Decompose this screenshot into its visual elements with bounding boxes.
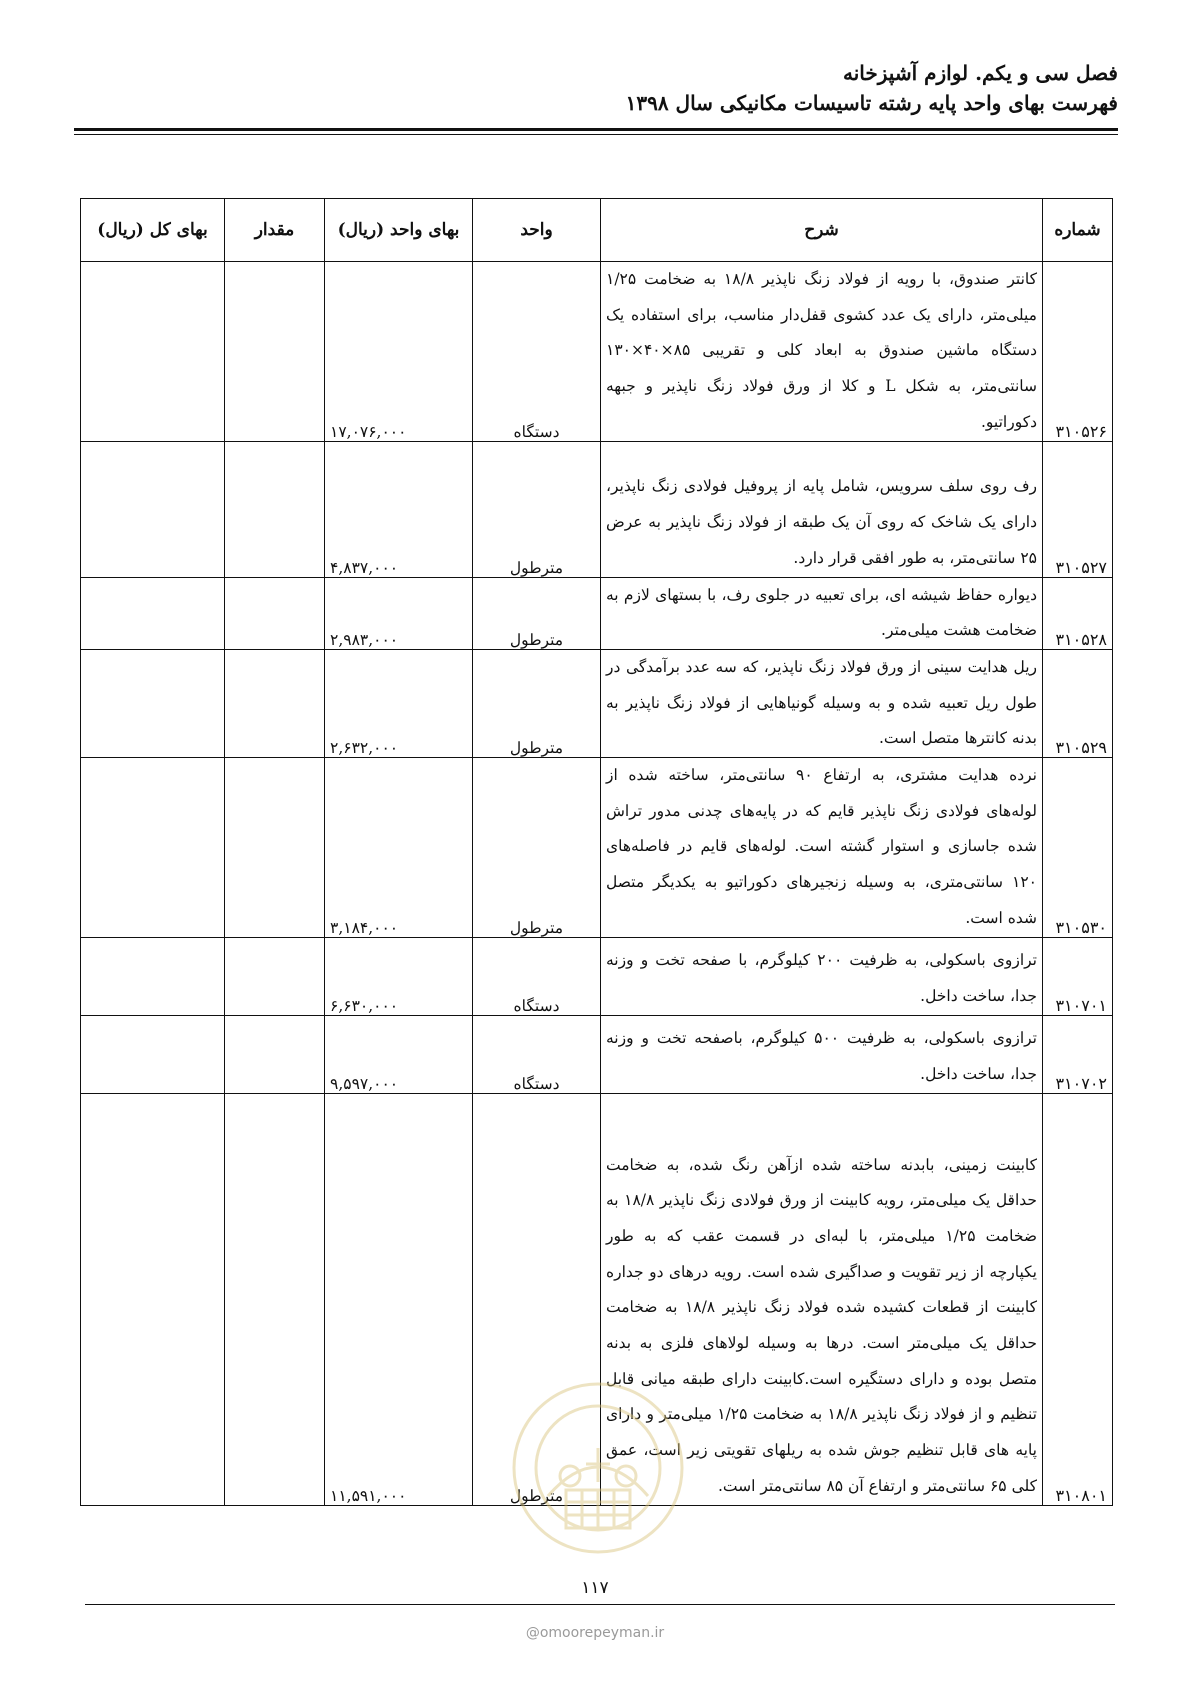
item-total <box>81 262 225 442</box>
item-description: کابینت زمینی، بابدنه ساخته شده ازآهن رنگ شده، به ضخامت حداقل یک میلی‌متر، رویه کابینت از ورق فولادی زنگ ناپذیر ۱۸/۸ به ضخامت ۱/۲۵ میلی‌متر، با لبه‌ای در قسمت عقب که به طور یکپارچه از زیر تقویت و صداگیری شده است. رویه درهای دو جداره کابینت از قطعات کشیده شده فولاد زنگ ناپذیر ۱۸/۸ به ضخامت حداقل یک میلی‌متر است. درها به وسیله لولاهای فلزی به بدنه متصل بوده و دارای دستگیره است.کابینت دارای طبقه میانی قابل تنظیم و از فولاد زنگ ناپذیر ۱۸/۸ به ضخامت ۱/۲۵ میلی‌متر و دارای پایه های قابل تنظیم جوش شده به ریلهای تقویتی زیر است، عمق کلی ۶۵ سانتی‌متر و ارتفاع آن ۸۵ سانتی‌متر است. <box>601 1093 1043 1505</box>
table-row <box>81 1015 1113 1093</box>
header-rule-thin <box>74 134 1118 135</box>
item-total <box>81 577 225 649</box>
col-header-qty: مقدار <box>225 199 325 262</box>
item-total <box>81 758 225 938</box>
item-unit: دستگاه <box>473 937 601 1015</box>
col-header-code: شماره <box>1043 199 1113 262</box>
item-code: ۳۱۰۵۲۷ <box>1043 441 1113 577</box>
item-unit-price: ۶,۶۳۰,۰۰۰ <box>325 937 473 1015</box>
item-description: دیواره حفاظ شیشه ای، برای تعبیه در جلوی رف، با بستهای لازم به ضخامت هشت میلی‌متر. <box>601 577 1043 649</box>
item-code: ۳۱۰۵۲۸ <box>1043 577 1113 649</box>
item-description: نرده هدایت مشتری، به ارتفاع ۹۰ سانتی‌متر، ساخته شده از لوله‌های فولادی زنگ ناپذیر قایم که در پایه‌های چدنی مدور تراش شده جاسازی و استوار گشته است. لوله‌های قایم در فاصله‌های ۱۲۰ سانتی‌متری، به وسیله زنجیرهای دکوراتیو به یکدیگر متصل شده است. <box>601 758 1043 938</box>
col-header-desc: شرح <box>601 199 1043 262</box>
table-row <box>81 441 1113 577</box>
item-total <box>81 1093 225 1505</box>
item-qty <box>225 1093 325 1505</box>
document-subtitle: فهرست بهای واحد پایه رشته تاسیسات مکانیکی سال ۱۳۹۸ <box>625 91 1118 115</box>
item-qty <box>225 649 325 757</box>
item-unit-price: ۲,۶۳۲,۰۰۰ <box>325 649 473 757</box>
item-unit: مترطول <box>473 577 601 649</box>
item-description: ترازوی باسکولی، به ظرفیت ۲۰۰ کیلوگرم، با صفحه تخت و وزنه جدا، ساخت داخل. <box>601 937 1043 1015</box>
item-unit-price: ۳,۱۸۴,۰۰۰ <box>325 758 473 938</box>
item-description: کانتر صندوق، با رویه از فولاد زنگ ناپذیر ۱۸/۸ به ضخامت ۱/۲۵ میلی‌متر، دارای یک عدد کشوی قفل‌دار مناسب، برای استفاده یک دستگاه ماشین صندوق به ابعاد کلی و تقریبی ۸۵×۴۰×۱۳۰ سانتی‌متر، به شکل L و کلا از ورق فولاد زنگ ناپذیر و جبهه دکوراتیو. <box>601 262 1043 442</box>
table-row <box>81 649 1113 757</box>
table-row <box>81 758 1113 938</box>
item-unit-price: ۹,۵۹۷,۰۰۰ <box>325 1015 473 1093</box>
item-code: ۳۱۰۷۰۲ <box>1043 1015 1113 1093</box>
item-code: ۳۱۰۵۲۶ <box>1043 262 1113 442</box>
item-code: ۳۱۰۵۲۹ <box>1043 649 1113 757</box>
page-number: ۱۱۷ <box>581 1578 609 1598</box>
item-description: ریل هدایت سینی از ورق فولاد زنگ ناپذیر، که سه عدد برآمدگی در طول ریل تعبیه شده و به وسیله گونیاهایی از فولاد زنگ ناپذیر به بدنه کانترها متصل است. <box>601 649 1043 757</box>
item-unit: مترطول <box>473 649 601 757</box>
item-description: ترازوی باسکولی، به ظرفیت ۵۰۰ کیلوگرم، باصفحه تخت و وزنه جدا، ساخت داخل. <box>601 1015 1043 1093</box>
col-header-unit: واحد <box>473 199 601 262</box>
page-header <box>78 58 1118 118</box>
item-qty <box>225 577 325 649</box>
item-code: ۳۱۰۷۰۱ <box>1043 937 1113 1015</box>
header-rule-thick <box>74 128 1118 131</box>
item-qty <box>225 937 325 1015</box>
item-total <box>81 1015 225 1093</box>
item-description: رف روی سلف سرویس، شامل پایه از پروفیل فولادی زنگ ناپذیر، دارای یک شاخک که روی آن یک طبقه از فولاد زنگ ناپذیر به عرض ۲۵ سانتی‌متر، به طور افقی قرار دارد. <box>601 441 1043 577</box>
item-unit-price: ۱۷,۰۷۶,۰۰۰ <box>325 262 473 442</box>
item-qty <box>225 262 325 442</box>
chapter-title: فصل سی و یکم. لوازم آشپزخانه <box>843 61 1118 85</box>
item-unit: مترطول <box>473 441 601 577</box>
item-unit-price: ۲,۹۸۳,۰۰۰ <box>325 577 473 649</box>
item-unit: دستگاه <box>473 262 601 442</box>
table-row <box>81 262 1113 442</box>
price-table <box>80 198 1113 1506</box>
table-row <box>81 577 1113 649</box>
item-unit: مترطول <box>473 758 601 938</box>
item-total <box>81 937 225 1015</box>
item-total <box>81 649 225 757</box>
website-link[interactable]: @omoorepeyman.ir <box>525 1625 665 1641</box>
item-qty <box>225 1015 325 1093</box>
footer-rule <box>85 1604 1115 1605</box>
watermark-seal-icon <box>508 1378 688 1558</box>
col-header-total: بهای کل (ریال) <box>81 199 225 262</box>
item-unit: مترطول <box>473 1093 601 1505</box>
item-code: ۳۱۰۸۰۱ <box>1043 1093 1113 1505</box>
item-code: ۳۱۰۵۳۰ <box>1043 758 1113 938</box>
item-qty <box>225 758 325 938</box>
item-total <box>81 441 225 577</box>
col-header-unit-price: بهای واحد (ریال) <box>325 199 473 262</box>
table-row <box>81 937 1113 1015</box>
table-header-row <box>81 199 1113 262</box>
item-unit-price: ۱۱,۵۹۱,۰۰۰ <box>325 1093 473 1505</box>
item-unit-price: ۴,۸۳۷,۰۰۰ <box>325 441 473 577</box>
item-unit: دستگاه <box>473 1015 601 1093</box>
item-qty <box>225 441 325 577</box>
